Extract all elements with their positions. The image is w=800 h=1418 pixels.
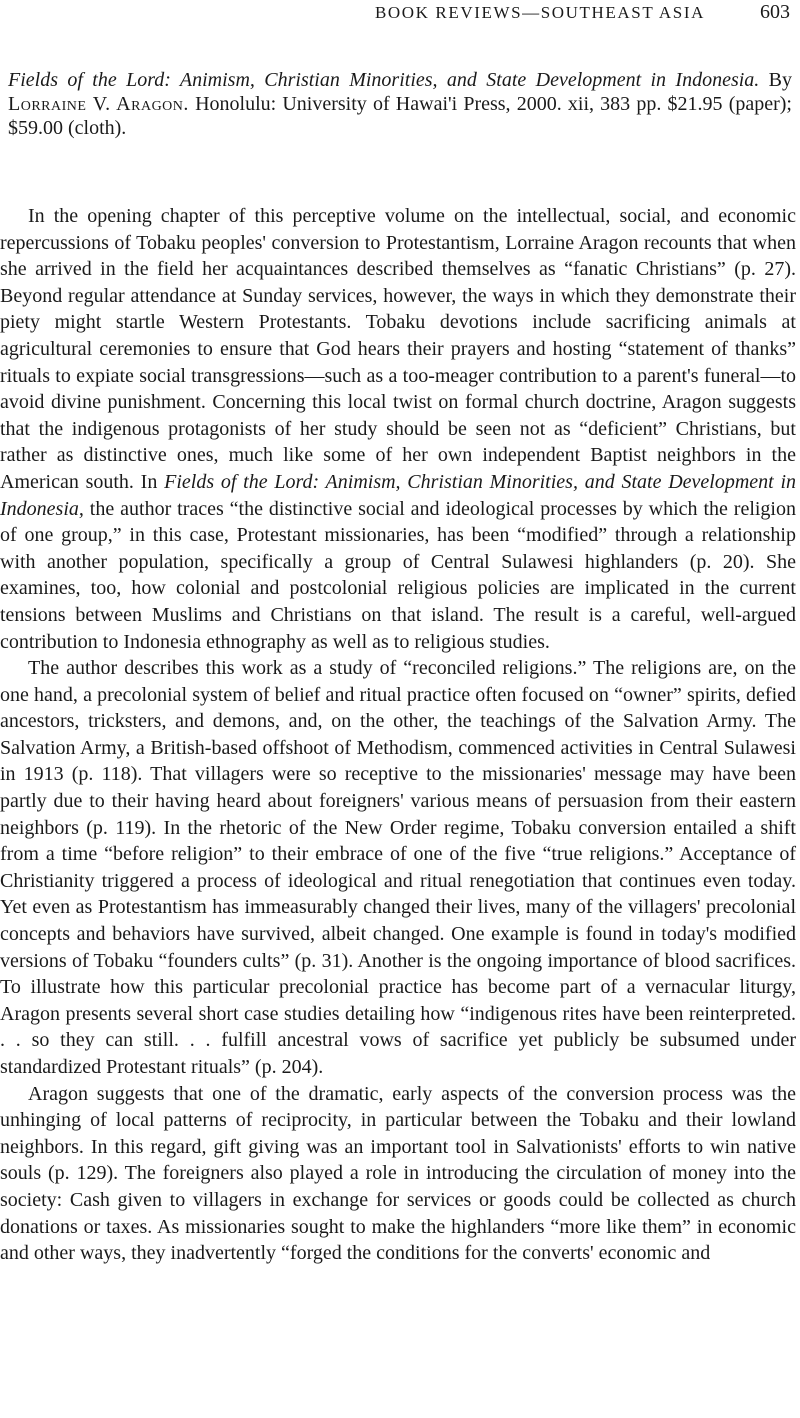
paragraph-3: Aragon suggests that one of the dramatic, early aspects of the conversion process was the unhinging of local patterns of reciprocity, in particular between the Tobaku and their lowland neighbors. In this regard, gift giving was an important tool in Salvationists' efforts to win native souls (p. 129). The foreigners also played a role in introducing the circulation of money into the society: Cash given to villagers in exchange for services or goods could be collected as church donations or taxes. As missionaries sought to make the highlanders “more like them” in economic and other ways, they inadvertently “forged the conditions for the converts' economic and xyxy=(0,1082,796,1265)
book-citation xyxy=(8,68,792,140)
citation-by: By xyxy=(768,69,793,91)
book-title: Fields of the Lord: Animism, Christian Minorities, and State Development in Indonesia. xyxy=(8,69,760,91)
paragraph-1-text-a: In the opening chapter of this perceptive volume on the intellectual, social, and economic repercussions of Tobaku peoples' conversion to Protestantism, Lorraine Aragon recounts that when she arrived in the field her acquaintances described themselves as “fanatic Christians” (p. 27). Beyond regular attendance at Sunday services, however, the ways in which they demonstrate their piety might startle Western Protestants. Tobaku devotions include sacrificing animals at agricultural ceremonies to ensure that God hears their prayers and hosting “statement of thanks” rituals to expiate social transgressions—such as a too-meager contribution to a parent's funeral—to avoid divine punishment. Concerning this local twist on formal church doctrine, Aragon suggests that the indigenous protagonists of her study should be seen not as “deficient” Christians, but rather as distinctive ones, much like some of her own independent Baptist neighbors in the American south. In xyxy=(0,205,796,493)
publication-info: Honolulu: University of Hawai'i Press, 2000. xii, 383 pp. $21.95 (paper); $59.00 (cloth). xyxy=(8,93,792,139)
review-body xyxy=(0,203,796,1267)
paragraph-1-text-b: the author traces “the distinctive social and ideological processes by which the religion of one group,” in this case, Protestant missionaries, has been “modified” through a relationship with another population, specifically a group of Central Sulawesi highlanders (p. 20). She examines, too, how colonial and postcolonial religious policies are implicated in the current tensions between Muslims and Christians on that island. The result is a careful, well-argued contribution to Indonesia ethnography as well as to religious studies. xyxy=(0,497,796,653)
paragraph-1 xyxy=(0,203,796,655)
page-number: 603 xyxy=(760,1,790,23)
paragraph-2: The author describes this work as a study of “reconciled religions.” The religions are, on the one hand, a precolonial system of belief and ritual practice often focused on “owner” spirits, defied ancestors, tricksters, and demons, and, on the other, the teachings of the Salvation Army. The Salvation Army, a British-based offshoot of Methodism, commenced activities in Central Sulawesi in 1913 (p. 118). That villagers were so receptive to the missionaries' message may have been partly due to their having heard about foreigners' various means of persuasion from their eastern neighbors (p. 119). In the rhetoric of the New Order regime, Tobaku conversion entailed a shift from a time “before religion” to their embrace of one of the five “true religions.” Acceptance of Christianity triggered a process of ideological and ritual renegotiation that continues even today. Yet even as Protestantism has immeasurably changed their lives, many of the villagers' precolonial concepts and behaviors have survived, albeit changed. One example is found in today's modified versions of Tobaku “founders cults” (p. 31). Another is the ongoing importance of blood sacrifices. To illustrate how this particular precolonial practice has become part of a vernacular liturgy, Aragon presents several short case studies detailing how “indigenous rites have been reinterpreted. . . so they can still. . . fulfill ancestral vows of sacrifice yet publicly be subsumed under standardized Protestant rituals” (p. 204). xyxy=(0,657,796,1078)
running-title: BOOK REVIEWS—SOUTHEAST ASIA xyxy=(374,3,705,22)
book-author: Lorraine V. Aragon. xyxy=(8,93,189,115)
paragraph-1-book-title: Fields of the Lord: Animism, Christian Minorities, and State Development in Indonesia, xyxy=(0,470,797,520)
running-header xyxy=(0,0,800,30)
